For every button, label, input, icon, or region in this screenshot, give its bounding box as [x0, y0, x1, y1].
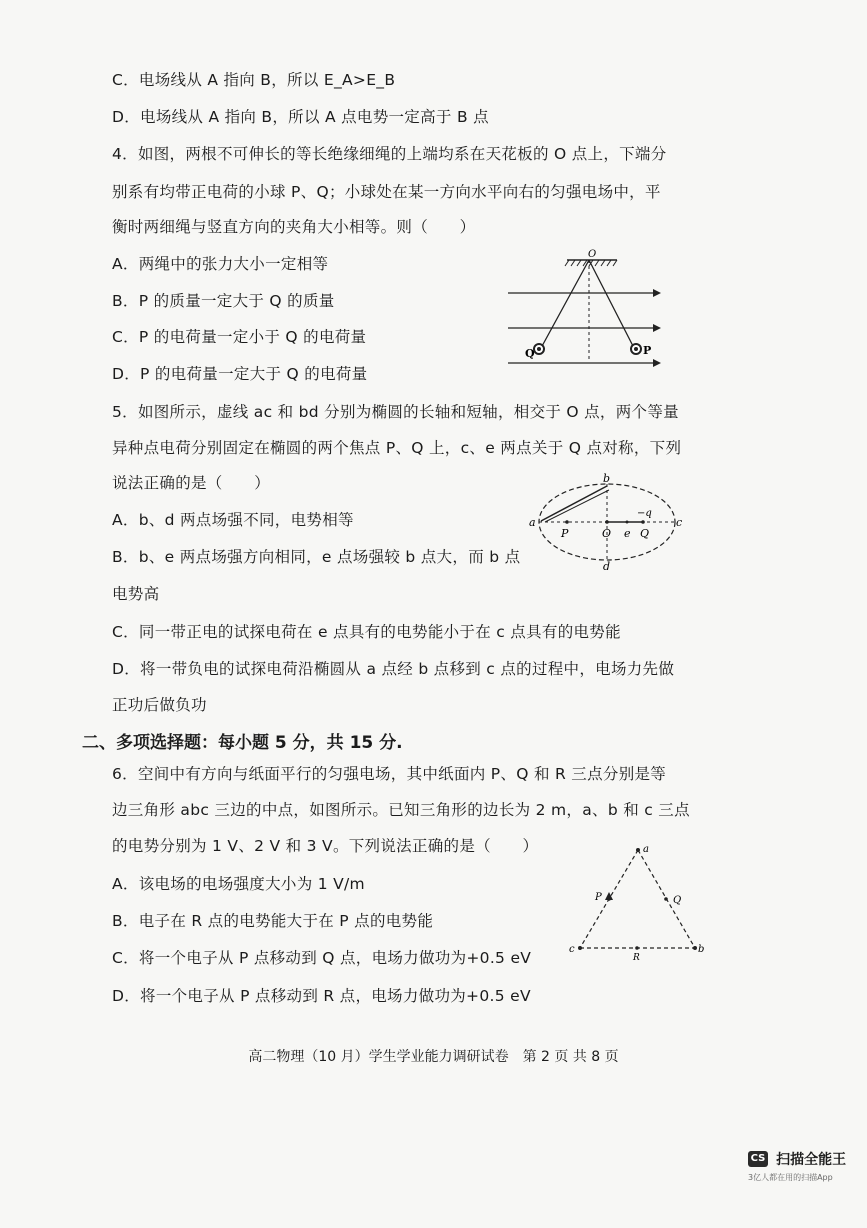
scanner-tagline: 3亿人都在用的扫描App [748, 1173, 833, 1182]
q4-label-o: O [588, 249, 597, 260]
q4-label-q: Q [525, 347, 535, 360]
q6-stem-line2: 边三角形 abc 三边的中点，如图所示。已知三角形的边长为 2 m，a、b 和 c 三点 [112, 801, 690, 819]
q4-option-c: C．P 的电荷量一定小于 Q 的电荷量 [112, 328, 367, 346]
q4-option-b: B．P 的质量一定大于 Q 的质量 [112, 292, 335, 310]
q6-option-d: D．将一个电子从 P 点移动到 R 点，电场力做功为+0.5 eV [112, 987, 531, 1005]
q6-label-q: Q [673, 895, 682, 906]
q5-label-a: a [529, 516, 536, 529]
q5-figure [525, 470, 690, 580]
q4-option-a: A．两绳中的张力大小一定相等 [112, 255, 329, 273]
q4-figure [505, 245, 665, 375]
q5-label-e: e [624, 527, 631, 540]
q6-option-c: C．将一个电子从 P 点移动到 Q 点，电场力做功为+0.5 eV [112, 949, 532, 967]
q6-stem-line1: 6．空间中有方向与纸面平行的匀强电场，其中纸面内 P、Q 和 R 三点分别是等 [112, 765, 667, 783]
q5-label-b: b [603, 472, 611, 485]
q6-label-p: P [595, 892, 602, 903]
q5-option-d-line1: D．将一带负电的试探电荷沿椭圆从 a 点经 b 点移到 c 点的过程中，电场力先做 [112, 660, 675, 678]
q5-option-d-line2: 正功后做负功 [112, 696, 207, 714]
q4-stem-line1: 4．如图，两根不可伸长的等长绝缘细绳的上端均系在天花板的 O 点上，下端分 [112, 145, 667, 163]
scanner-app-name: 扫描全能王 [776, 1151, 847, 1168]
q6-option-a: A．该电场的电场强度大小为 1 V/m [112, 875, 365, 893]
q4-stem-line3: 衡时两细绳与竖直方向的夹角大小相等。则（ ） [112, 218, 476, 236]
q4-stem-line2: 别系有均带正电荷的小球 P、Q；小球处在某一方向水平向右的匀强电场中，平 [112, 183, 661, 201]
q4-label-p: P [643, 344, 652, 357]
q6-stem-line3: 的电势分别为 1 V、2 V 和 3 V。下列说法正确的是（ ） [112, 837, 539, 855]
q5-label-q: Q [640, 527, 650, 540]
q5-option-a: A．b、d 两点场强不同，电势相等 [112, 511, 354, 529]
q6-label-c: c [569, 944, 575, 955]
section-2-heading: 二、多项选择题：每小题 5 分，共 15 分. [82, 733, 403, 753]
q5-label-c: c [676, 516, 683, 529]
q3-option-d: D．电场线从 A 指向 B，所以 A 点电势一定高于 B 点 [112, 108, 489, 126]
scanner-logo-icon: CS [748, 1151, 768, 1167]
q5-label-charge: −q [637, 508, 652, 519]
q5-label-d: d [603, 560, 611, 573]
page-footer: 高二物理（10 月）学生学业能力调研试卷 第 2 页 共 8 页 [248, 1049, 619, 1065]
q4-option-d: D．P 的电荷量一定大于 Q 的电荷量 [112, 365, 368, 383]
q6-label-a: a [643, 844, 649, 855]
q5-stem-line2: 异种点电荷分别固定在椭圆的两个焦点 P、Q 上，c、e 两点关于 Q 点对称，下列 [112, 439, 682, 457]
scanner-watermark [748, 1148, 847, 1182]
q5-option-b-line2: 电势高 [112, 585, 160, 603]
q6-label-b: b [698, 944, 705, 955]
q5-option-b-line1: B．b、e 两点场强方向相同，e 点场强较 b 点大，而 b 点 [112, 548, 521, 566]
q5-label-p: P [561, 527, 569, 540]
q5-label-o: O [602, 527, 612, 540]
q5-stem-line1: 5．如图所示，虚线 ac 和 bd 分别为椭圆的长轴和短轴，相交于 O 点，两个等量 [112, 403, 679, 421]
q6-option-b: B．电子在 R 点的电势能大于在 P 点的电势能 [112, 912, 434, 930]
q5-option-c: C．同一带正电的试探电荷在 e 点具有的电势能小于在 c 点具有的电势能 [112, 623, 621, 641]
q5-stem-line3: 说法正确的是（ ） [112, 474, 271, 492]
q3-option-c: C．电场线从 A 指向 B，所以 E_A>E_B [112, 71, 396, 89]
q6-label-r: R [633, 953, 640, 960]
q6-figure [565, 840, 710, 960]
